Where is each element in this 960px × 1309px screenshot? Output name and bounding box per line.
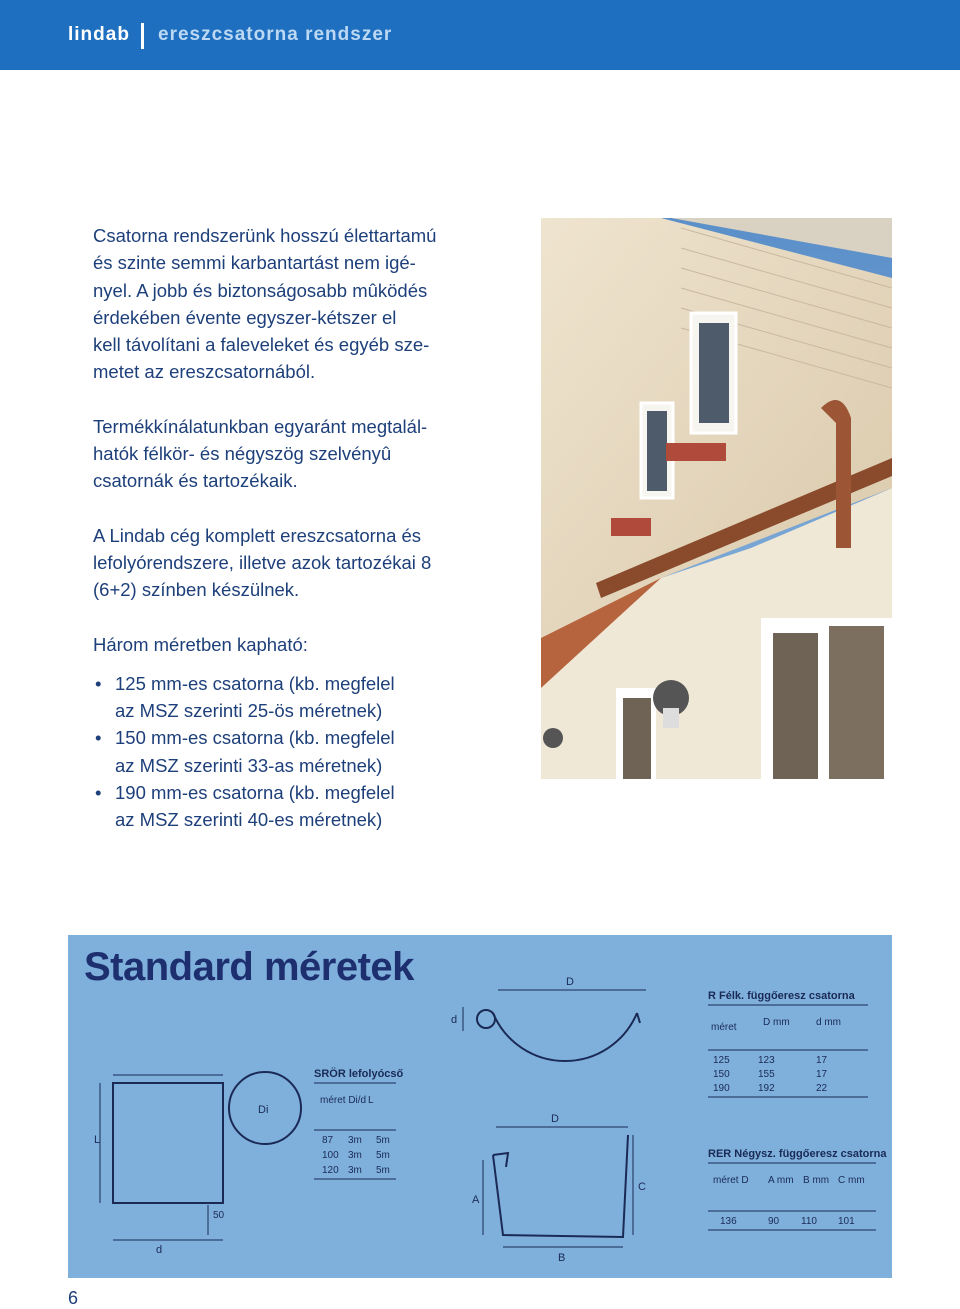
table-cell: 22 xyxy=(816,1083,828,1094)
dim-label-A: A xyxy=(472,1194,480,1206)
standard-title: Standard méretek xyxy=(84,945,414,989)
table-cell: 190 xyxy=(713,1083,730,1094)
table-cell: 3m xyxy=(348,1135,362,1146)
table-cell: 123 xyxy=(758,1055,775,1066)
square-col-B: B mm xyxy=(803,1175,830,1186)
list-item: • 190 mm-es csatorna (kb. megfelel az MSZ szerinti 40-es méretnek) xyxy=(115,779,483,834)
downpipe-table xyxy=(314,1067,404,1179)
square-table-title: RER Négysz. függőeresz csatorna xyxy=(708,1148,887,1160)
page-number: 6 xyxy=(68,1288,79,1308)
square-col-C: C mm xyxy=(838,1175,865,1186)
dim-label-D-top: D xyxy=(566,976,574,988)
table-cell: 101 xyxy=(838,1216,855,1227)
half-round-col-D: D mm xyxy=(763,1017,790,1028)
table-cell: 17 xyxy=(816,1055,828,1066)
sizes-intro: Három méretben kapható: xyxy=(93,633,308,655)
header-divider xyxy=(141,23,144,49)
table-cell: 192 xyxy=(758,1083,775,1094)
table-cell: 5m xyxy=(376,1165,390,1176)
paragraph-1: Csatorna rendszerünk hosszú élettartamú és szinte semmi karbantartást nem igé- nyel. A jobb és biztonságosabb mûködés érdekében évente egyszer-kétszer el kell távolítani a faleveleket és egyéb sze- metet az ereszcsatornából. xyxy=(93,225,437,383)
table-cell: 17 xyxy=(816,1069,828,1080)
table-cell: 5m xyxy=(376,1135,390,1146)
downpipe-table-title: SRÖR lefolyócső xyxy=(314,1068,404,1080)
table-cell: 110 xyxy=(801,1216,817,1227)
header-title: ereszcsatorna rendszer xyxy=(158,24,393,45)
list-item: • 125 mm-es csatorna (kb. megfelel az MSZ szerinti 25-ös méretnek) xyxy=(115,670,483,725)
square-gutter-drawing xyxy=(483,1127,633,1247)
table-cell: 150 xyxy=(713,1069,730,1080)
house-gutter-photo xyxy=(541,218,892,779)
sizes-list xyxy=(93,670,483,834)
dim-label-d: d xyxy=(451,1014,458,1026)
downpipe-col-L: L xyxy=(368,1095,374,1106)
list-item: • 150 mm-es csatorna (kb. megfelel az MSZ szerinti 33-as méretnek) xyxy=(115,724,483,779)
page-header xyxy=(0,0,960,70)
half-round-gutter-drawing xyxy=(463,990,646,1061)
brand-name: lindab xyxy=(68,24,130,45)
technical-drawing-svg xyxy=(68,935,892,1278)
table-cell: 87 xyxy=(322,1135,334,1146)
half-round-col-size: méret xyxy=(711,1022,737,1033)
table-cell: 3m xyxy=(348,1150,362,1161)
half-round-table-title: R Félk. függőeresz csatorna xyxy=(708,990,855,1002)
square-col-size: méret D xyxy=(713,1175,749,1186)
table-cell: 100 xyxy=(322,1150,339,1161)
dim-label-Di: Di xyxy=(258,1104,269,1116)
table-cell: 5m xyxy=(376,1150,390,1161)
half-round-table xyxy=(708,990,868,1097)
paragraph-3: A Lindab cég komplett ereszcsatorna és lefolyórendszere, illetve azok tartozékai 8 (6+2) színben készülnek. xyxy=(93,524,432,601)
table-cell: 90 xyxy=(768,1216,780,1227)
table-cell: 155 xyxy=(758,1069,775,1080)
paragraph-2: Termékkínálatunkban egyaránt megtalál- hatók félkör- és négyszög szelvényû csatornák és tartozékaik. xyxy=(93,415,428,492)
downpipe-drawing xyxy=(100,1072,301,1240)
dim-label-L: L xyxy=(94,1134,101,1146)
square-col-A: A mm xyxy=(768,1175,794,1186)
table-cell: 125 xyxy=(713,1055,730,1066)
table-cell: 136 xyxy=(720,1216,737,1227)
dim-label-C: C xyxy=(638,1181,646,1193)
square-table xyxy=(708,1148,887,1230)
dim-label-B: B xyxy=(558,1252,566,1264)
table-cell: 3m xyxy=(348,1165,362,1176)
table-cell: 120 xyxy=(322,1165,339,1176)
standard-sizes-panel xyxy=(68,935,892,1278)
dim-label-50: 50 xyxy=(213,1210,225,1221)
house-photo-illustration xyxy=(541,218,892,779)
half-round-col-d: d mm xyxy=(816,1017,841,1028)
dim-label-D-square: D xyxy=(551,1113,559,1125)
body-text xyxy=(93,222,483,834)
downpipe-col-size: méret Di/d xyxy=(320,1095,367,1106)
dim-label-d-pipe: d xyxy=(156,1244,163,1256)
